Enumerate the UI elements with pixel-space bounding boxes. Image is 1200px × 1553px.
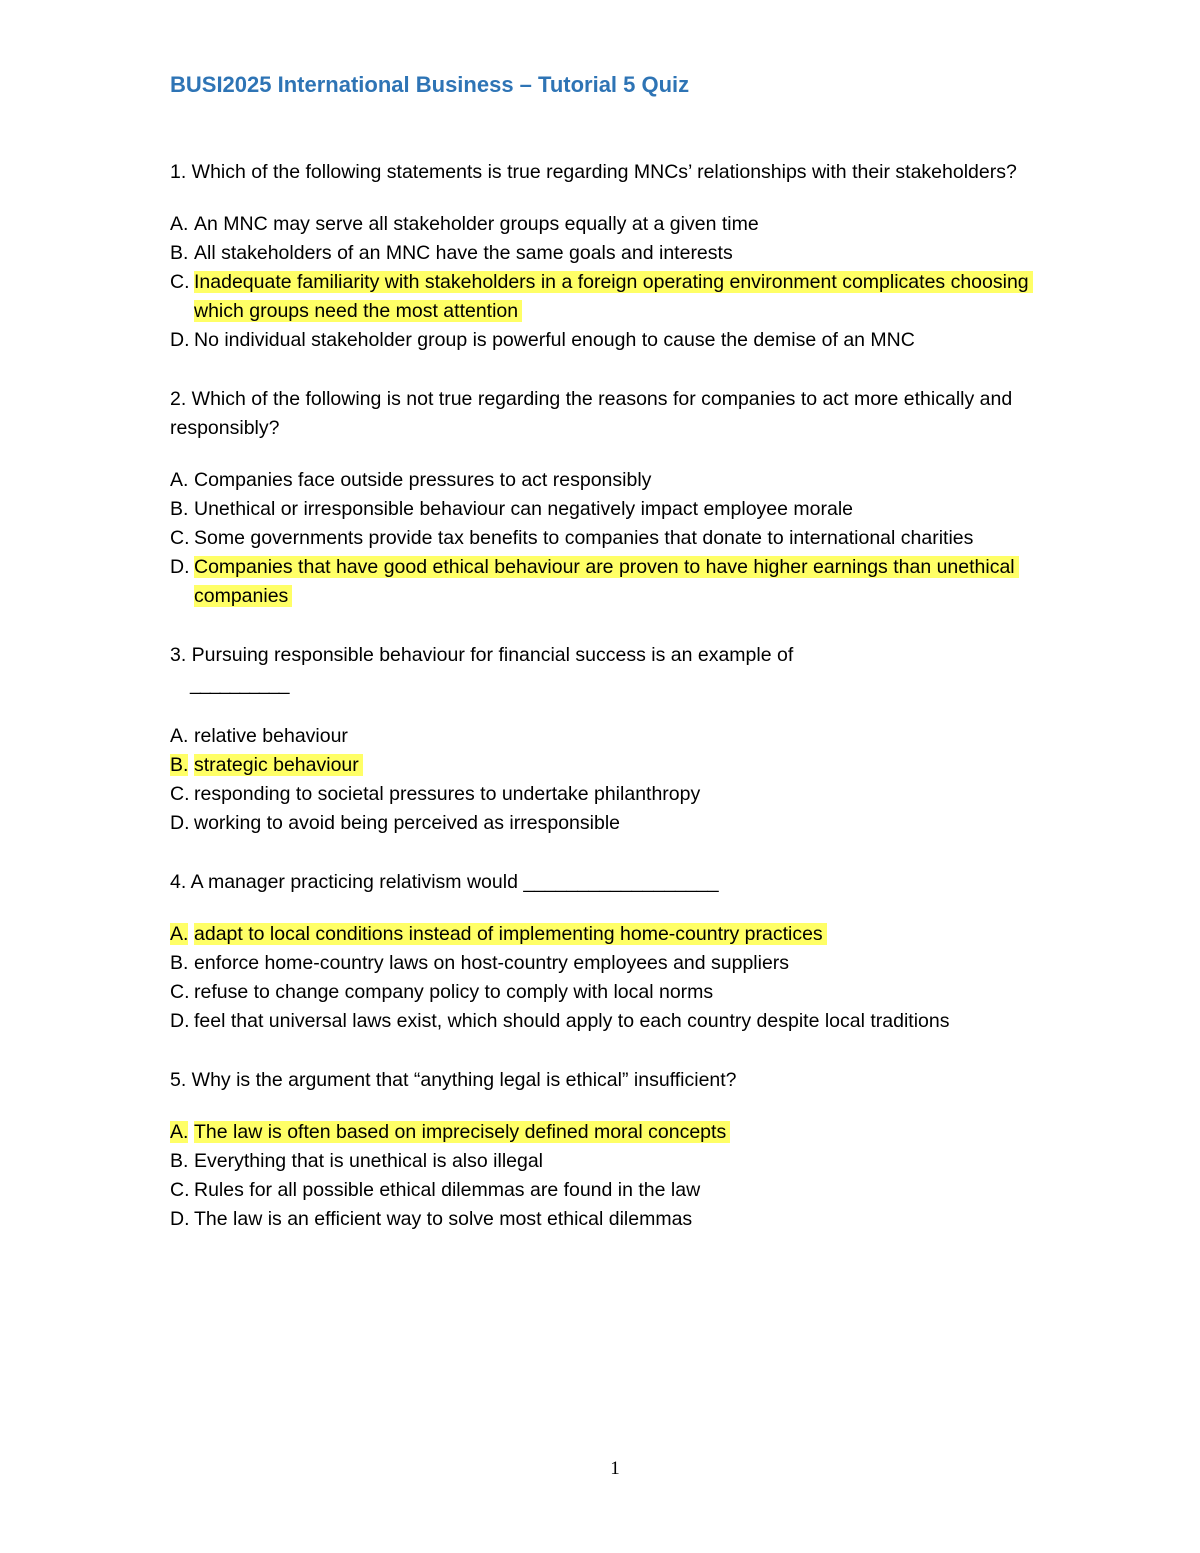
- answer-option-correct: [170, 553, 1070, 611]
- option-letter-text: A.: [170, 213, 189, 235]
- question-stem: 3. Pursuing responsible behaviour for financial success is an example of: [170, 644, 794, 666]
- option-letter-text: D.: [170, 812, 190, 834]
- answer-options: [170, 722, 1070, 838]
- option-text: adapt to local conditions instead of implementing home-country practices: [194, 923, 827, 945]
- option-letter-text: A.: [170, 725, 189, 747]
- answer-option: [170, 949, 1070, 978]
- option-letter: [170, 210, 194, 239]
- option-letter-text: C.: [170, 527, 190, 549]
- option-letter-text: A.: [170, 1121, 189, 1143]
- option-text-wrap: [194, 210, 1070, 239]
- option-text-wrap: [194, 1205, 1070, 1234]
- answer-option: [170, 326, 1070, 355]
- question-stem: 2. Which of the following is not true regarding the reasons for companies to act more ethically and responsibly?: [170, 388, 1018, 439]
- option-text: feel that universal laws exist, which should apply to each country despite local traditions: [194, 1010, 950, 1032]
- option-letter-text: C.: [170, 271, 190, 293]
- option-text: An MNC may serve all stakeholder groups equally at a given time: [194, 213, 759, 235]
- option-letter-text: D.: [170, 1010, 190, 1032]
- question-stem: 4. A manager practicing relativism would __________________: [170, 871, 719, 893]
- option-text-wrap: [194, 920, 1070, 949]
- option-letter-text: B.: [170, 952, 189, 974]
- option-letter: [170, 495, 194, 524]
- option-letter-text: B.: [170, 242, 189, 264]
- option-letter: [170, 1205, 194, 1234]
- page-title: BUSI2025 International Business – Tutorial 5 Quiz: [170, 72, 690, 97]
- option-letter: [170, 978, 194, 1007]
- option-text-wrap: [194, 1176, 1070, 1205]
- answer-options: [170, 1118, 1070, 1234]
- option-text-wrap: [194, 495, 1070, 524]
- option-text: responding to societal pressures to undertake philanthropy: [194, 783, 701, 805]
- option-letter-text: B.: [170, 754, 189, 776]
- quiz-content: [170, 158, 1070, 1264]
- option-text: working to avoid being perceived as irresponsible: [194, 812, 620, 834]
- answer-option: [170, 210, 1070, 239]
- option-text: strategic behaviour: [194, 754, 363, 776]
- option-letter: [170, 326, 194, 355]
- option-letter: [170, 1118, 194, 1147]
- question-1: [170, 158, 1070, 355]
- option-text-wrap: [194, 751, 1070, 780]
- question-4: [170, 868, 1070, 1036]
- option-letter-text: D.: [170, 1208, 190, 1230]
- option-letter: [170, 466, 194, 495]
- option-letter-text: C.: [170, 981, 190, 1003]
- option-letter: [170, 751, 194, 780]
- option-letter-text: C.: [170, 1179, 190, 1201]
- page-number: 1: [610, 1458, 620, 1479]
- option-text-wrap: [194, 978, 1070, 1007]
- answer-option-correct: [170, 920, 1070, 949]
- option-text: relative behaviour: [194, 725, 348, 747]
- question-3: [170, 641, 1070, 838]
- option-letter: [170, 949, 194, 978]
- question-stem: 5. Why is the argument that “anything legal is ethical” insufficient?: [170, 1069, 737, 1091]
- answer-option: [170, 722, 1070, 751]
- question-stem: 1. Which of the following statements is true regarding MNCs’ relationships with their stakeholders?: [170, 161, 1017, 183]
- option-letter-text: B.: [170, 1150, 189, 1172]
- option-text: Companies that have good ethical behaviour are proven to have higher earnings than unethical companies: [194, 556, 1019, 607]
- answer-blank: __________: [190, 673, 289, 695]
- option-text-wrap: [194, 268, 1070, 326]
- answer-option: [170, 466, 1070, 495]
- option-text-wrap: [194, 466, 1070, 495]
- option-letter: [170, 722, 194, 751]
- option-text: Some governments provide tax benefits to companies that donate to international charities: [194, 527, 974, 549]
- option-text: Unethical or irresponsible behaviour can negatively impact employee morale: [194, 498, 854, 520]
- option-letter-text: A.: [170, 469, 189, 491]
- answer-option-correct: [170, 751, 1070, 780]
- option-text-wrap: [194, 326, 1070, 355]
- option-text-wrap: [194, 1118, 1070, 1147]
- option-text: The law is an efficient way to solve most ethical dilemmas: [194, 1208, 693, 1230]
- option-text: refuse to change company policy to comply with local norms: [194, 981, 714, 1003]
- option-text: Companies face outside pressures to act responsibly: [194, 469, 652, 491]
- option-text-wrap: [194, 239, 1070, 268]
- answer-option: [170, 239, 1070, 268]
- question-2: [170, 385, 1070, 611]
- option-letter: [170, 239, 194, 268]
- option-text: The law is often based on imprecisely defined moral concepts: [194, 1121, 730, 1143]
- option-letter: [170, 809, 194, 838]
- option-text-wrap: [194, 553, 1070, 611]
- option-letter-text: B.: [170, 498, 189, 520]
- answer-option: [170, 1176, 1070, 1205]
- option-letter-text: D.: [170, 556, 190, 578]
- option-letter: [170, 920, 194, 949]
- option-text: enforce home-country laws on host-country employees and suppliers: [194, 952, 790, 974]
- answer-option: [170, 780, 1070, 809]
- answer-option: [170, 1205, 1070, 1234]
- answer-option: [170, 495, 1070, 524]
- option-text-wrap: [194, 949, 1070, 978]
- option-letter-text: C.: [170, 783, 190, 805]
- option-letter-text: D.: [170, 329, 190, 351]
- answer-options: [170, 920, 1070, 1036]
- option-letter: [170, 524, 194, 553]
- answer-option-correct: [170, 268, 1070, 326]
- option-letter: [170, 1147, 194, 1176]
- option-text-wrap: [194, 1007, 1070, 1036]
- option-letter: [170, 268, 194, 297]
- answer-option-correct: [170, 1118, 1070, 1147]
- answer-option: [170, 1007, 1070, 1036]
- option-text: Inadequate familiarity with stakeholders in a foreign operating environment complicates choosing which groups need the most attention: [194, 271, 1033, 322]
- option-letter: [170, 1176, 194, 1205]
- option-text: All stakeholders of an MNC have the same goals and interests: [194, 242, 733, 264]
- option-text-wrap: [194, 524, 1070, 553]
- option-letter: [170, 553, 194, 582]
- option-text: Everything that is unethical is also illegal: [194, 1150, 544, 1172]
- option-letter: [170, 780, 194, 809]
- option-text-wrap: [194, 780, 1070, 809]
- answer-options: [170, 466, 1070, 611]
- option-text-wrap: [194, 722, 1070, 751]
- answer-option: [170, 524, 1070, 553]
- option-letter-text: A.: [170, 923, 189, 945]
- answer-options: [170, 210, 1070, 355]
- answer-option: [170, 809, 1070, 838]
- question-5: [170, 1066, 1070, 1234]
- answer-option: [170, 978, 1070, 1007]
- answer-option: [170, 1147, 1070, 1176]
- option-text-wrap: [194, 1147, 1070, 1176]
- option-text: Rules for all possible ethical dilemmas are found in the law: [194, 1179, 701, 1201]
- option-text-wrap: [194, 809, 1070, 838]
- option-text: No individual stakeholder group is powerful enough to cause the demise of an MNC: [194, 329, 915, 351]
- option-letter: [170, 1007, 194, 1036]
